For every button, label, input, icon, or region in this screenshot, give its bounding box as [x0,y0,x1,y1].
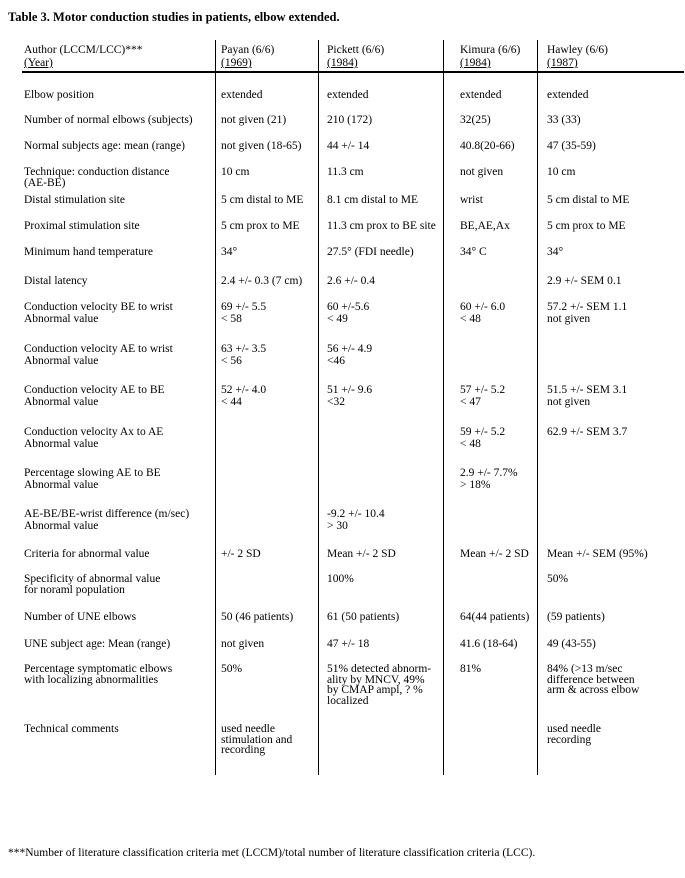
table-cell: 11.3 cm [327,166,364,178]
column-divider [443,40,444,775]
row-label: Percentage slowing AE to BE Abnormal value [24,467,161,491]
table-cell: 57 +/- 5.2 < 47 [460,384,506,408]
table-cell: +/- 2 SD [221,548,261,560]
table-cell: not given (18-65) [221,140,302,152]
column-divider [537,40,538,775]
table-cell: -9.2 +/- 10.4 > 30 [327,508,385,532]
row-label: Normal subjects age: mean (range) [24,140,185,152]
table-cell: 100% [327,573,354,585]
table-cell: 69 +/- 5.5 < 58 [221,301,267,325]
table-cell: 41.6 (18-64) [460,638,518,650]
row-label: Distal latency [24,275,88,287]
table-cell: 47 +/- 18 [327,638,370,650]
table-cell: extended [327,89,369,101]
table-cell: used needle recording [547,723,601,746]
table-cell: 34° C [460,246,487,258]
table-cell: 210 (172) [327,114,373,126]
header-rule [22,71,684,73]
row-label: Technical comments [24,723,119,735]
row-label: Specificity of abnormal value for noraml population [24,573,161,596]
header-line1-0: Author (LCCM/LCC)*** [24,44,143,56]
table-cell: 50 (46 patients) [221,611,294,623]
table-cell: not given (21) [221,114,287,126]
table-cell: not given [221,638,265,650]
header-line1-4: Hawley (6/6) [547,44,608,56]
table-cell: Mean +/- 2 SD [327,548,396,560]
column-divider [318,40,319,775]
table-cell: Mean +/- 2 SD [460,548,529,560]
table-cell: 81% [460,663,482,675]
table-cell: 60 +/-5.6 < 49 [327,301,370,325]
table-cell: 63 +/- 3.5 < 56 [221,343,267,367]
table-cell: 60 +/- 6.0 < 48 [460,301,506,325]
row-label: Conduction velocity Ax to AE Abnormal value [24,426,164,450]
table-cell: 49 (43-55) [547,638,596,650]
table-cell: 8.1 cm distal to ME [327,194,419,206]
row-label: Number of normal elbows (subjects) [24,114,193,126]
header-line1-3: Kimura (6/6) [460,44,521,56]
table-cell: extended [547,89,589,101]
table-cell: 33 (33) [547,114,581,126]
table-cell: 52 +/- 4.0 < 44 [221,384,267,408]
footnote: ***Number of literature classification criteria met (LCCM)/total number of literature classification criteria (LCC). [8,847,536,859]
table-cell: 2.6 +/- 0.4 [327,275,376,287]
table-cell: extended [460,89,502,101]
table-cell: 51 +/- 9.6 <32 [327,384,373,408]
row-label: Percentage symptomatic elbows with localizing abnormalities [24,663,173,686]
table-cell: 61 (50 patients) [327,611,400,623]
table-cell: 47 (35-59) [547,140,596,152]
row-label: UNE subject age: Mean (range) [24,638,171,650]
table-cell: 10 cm [221,166,250,178]
table-cell: 34° [221,246,238,258]
table-cell: 51.5 +/- SEM 3.1 not given [547,384,628,408]
row-label: Elbow position [24,89,94,101]
header-line1-2: Pickett (6/6) [327,44,385,56]
table-cell: 44 +/- 14 [327,140,370,152]
table-cell: 5 cm distal to ME [221,194,304,206]
table-cell: (59 patients) [547,611,605,623]
row-label: Criteria for abnormal value [24,548,150,560]
row-label: Proximal stimulation site [24,220,140,232]
table-cell: 64(44 patients) [460,611,530,623]
table-cell: 62.9 +/- SEM 3.7 [547,426,628,438]
table-cell: 5 cm prox to ME [221,220,300,232]
header-line1-1: Payan (6/6) [221,44,275,56]
table-cell: 50% [221,663,243,675]
header-line2-1: (1969) [221,57,252,69]
row-label: Number of UNE elbows [24,611,137,623]
table-cell: 56 +/- 4.9 <46 [327,343,373,367]
row-label: Minimum hand temperature [24,246,154,258]
table-cell: 57.2 +/- SEM 1.1 not given [547,301,628,325]
table-cell: 40.8(20-66) [460,140,515,152]
table-cell: extended [221,89,263,101]
row-label: Technique: conduction distance (AE-BE) [24,166,170,189]
table-cell: 10 cm [547,166,576,178]
table-cell: 34° [547,246,564,258]
table-cell: 5 cm distal to ME [547,194,630,206]
table-cell: BE,AE,Ax [460,220,510,232]
row-label: Conduction velocity AE to wrist Abnormal value [24,343,173,367]
header-line2-0: (Year) [24,57,53,69]
header-line2-3: (1984) [460,57,491,69]
table-cell: 5 cm prox to ME [547,220,626,232]
column-divider [215,40,216,775]
header-line2-4: (1987) [547,57,578,69]
row-label: Conduction velocity AE to BE Abnormal value [24,384,165,408]
header-line2-2: (1984) [327,57,358,69]
table-cell: 59 +/- 5.2 < 48 [460,426,506,450]
table-cell: Mean +/- SEM (95%) [547,548,648,560]
table-cell: 84% (>13 m/sec difference between arm & across elbow [547,663,640,696]
table-cell: 2.9 +/- SEM 0.1 [547,275,622,287]
table-cell: 11.3 cm prox to BE site [327,220,436,232]
table-cell: 27.5° (FDI needle) [327,246,414,258]
table-title: Table 3. Motor conduction studies in patients, elbow extended. [8,10,340,24]
table-cell: wrist [460,194,483,206]
table-cell: not given [460,166,504,178]
table-cell: 51% detected abnorm- ality by MNCV, 49% by CMAP ampl, ? % localized [327,663,432,707]
table-cell: 2.4 +/- 0.3 (7 cm) [221,275,303,287]
table-cell: used needle stimulation and recording [221,723,293,756]
row-label: Distal stimulation site [24,194,125,206]
row-label: AE-BE/BE-wrist difference (m/sec) Abnormal value [24,508,190,532]
table-cell: 2.9 +/- 7.7% > 18% [460,467,518,491]
table-cell: 50% [547,573,569,585]
row-label: Conduction velocity BE to wrist Abnormal value [24,301,173,325]
table-cell: 32(25) [460,114,491,126]
